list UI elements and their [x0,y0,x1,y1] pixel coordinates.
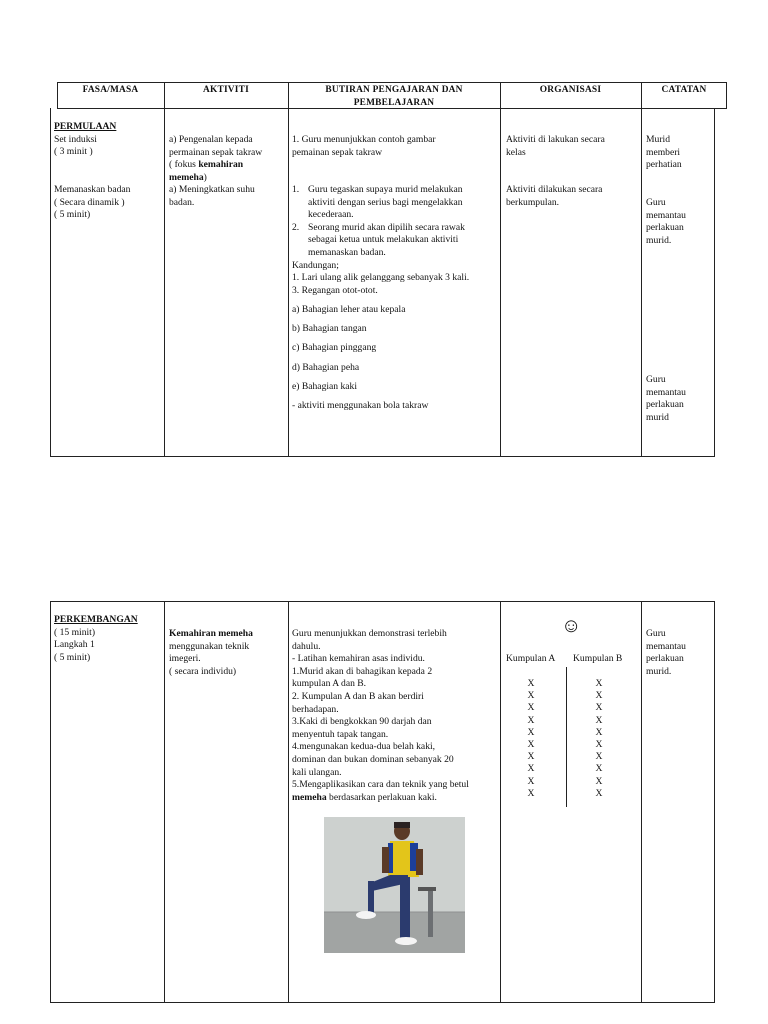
but-line: 4.mengunakan kedua-dua belah kaki, [292,741,436,753]
akt1-line1: a) Pengenalan kepada [169,134,253,145]
list-item [292,184,498,222]
player-marker: X [595,690,603,702]
catatan-line: murid [646,411,669,423]
aktiviti-suhu [169,184,287,209]
header-aktiviti: AKTIVITI [203,85,249,95]
player-marker: X [595,763,603,775]
list-line: kecederaan. [308,209,354,221]
kumpulan-b-column [592,678,606,800]
memanaskan-label: Memanaskan badan [54,184,131,195]
bahagian-item: e) Bahagian kaki [292,380,357,392]
langkah-time: ( 5 minit) [54,651,91,663]
perkembangan-time: ( 15 minit) [54,626,96,638]
aktiviti-pengenalan [169,134,287,184]
list-line: Seorang murid akan dipilih secara rawak [308,221,465,233]
but-line: dahulu. [292,640,321,652]
but-line: kali ulangan. [292,766,342,778]
list-number: 2. [292,221,300,233]
demonstration-photo [324,817,465,953]
header-butiran-line1: BUTIRAN PENGAJARAN DAN [325,85,463,95]
player-marker: X [527,751,535,763]
but-line: 5.Mengaplikasikan cara dan teknik yang betul [292,779,469,791]
catatan-memantau-2 [646,374,712,424]
kandungan-item: 3. Regangan otot-otot. [292,284,378,296]
catatan-line: perlakuan [646,399,684,411]
set-induksi-time: ( 3 minit ) [54,146,93,158]
kandungan-item: 1. Lari ulang alik gelanggang sebanyak 3 kali. [292,272,470,284]
memanaskan-time: ( 5 minit) [54,209,91,221]
akt-bold: Kemahiran memeha [169,628,253,639]
perkembangan-butiran [292,628,498,804]
player-marker: X [595,702,603,714]
butiran-contoh [292,134,498,159]
bahagian-item: a) Bahagian leher atau kepala [292,304,406,315]
but-line: dominan dan bukan dominan sebanyak 20 [292,753,454,765]
akt1-line4-bold: memeha [169,171,204,183]
org2-line2: berkumpulan. [506,196,560,208]
list-line: aktiviti dengan serius bagi mengelakkan [308,196,463,208]
catatan-line: memberi [646,146,681,158]
akt1-line2: permainan sepak takraw [169,146,263,158]
bahagian-item: d) Bahagian peha [292,361,360,373]
kandungan-label: Kandungan; [292,259,339,271]
org1-line1: Aktiviti di lakukan secara [506,134,605,145]
smiley-icon: ☺ [561,615,582,637]
perkembangan-aktiviti [169,628,287,678]
but-line: 3.Kaki di bengkokkan 90 darjah dan [292,716,432,728]
but-line: Guru menunjukkan demonstrasi terlebih [292,628,447,639]
catatan-line: memantau [646,640,686,652]
student-figure-image [324,817,465,953]
player-marker: X [527,690,535,702]
organisasi-kelas [506,134,640,159]
permulaan-fasa-cell [54,121,162,159]
catatan-line: perlakuan [646,222,684,234]
player-marker: X [595,678,603,689]
player-marker: X [527,787,535,799]
bahagian-item: b) Bahagian tangan [292,323,367,335]
memanaskan-cell [54,184,162,222]
but-line: berhadapan. [292,703,339,715]
kumpulan-b-label: Kumpulan B [573,653,623,664]
org2-line1: Aktiviti dilakukan secara [506,184,603,195]
player-marker: X [527,678,535,689]
akt1-line3-bold: kemahiran [198,159,244,171]
player-marker: X [527,714,535,726]
set-induksi-label: Set induksi [54,133,97,145]
org1-line2: kelas [506,146,526,158]
player-marker: X [595,738,603,750]
header-organisasi: ORGANISASI [539,85,602,95]
list-line: memanaskan badan. [308,246,386,258]
but1-line2: pemainan sepak takraw [292,146,383,158]
akt-line: ( secara individu) [169,665,237,677]
perkembangan-title: PERKEMBANGAN [54,614,138,625]
header-catatan: CATATAN [661,85,707,95]
catatan-line: Guru [646,374,666,385]
akt-line: menggunakan teknik [169,640,250,652]
group-divider [566,667,567,807]
player-marker: X [527,763,535,775]
list-item [292,222,498,260]
but1-line1: 1. Guru menunjukkan contoh gambar [292,134,436,145]
bahagian-item: c) Bahagian pinggang [292,342,377,354]
but-last-bold: memeha [292,791,327,803]
but-line: 1.Murid akan di bahagikan kepada 2 [292,665,433,677]
bahagian-item: - aktiviti menggunakan bola takraw [292,399,429,411]
butiran-list [292,184,498,297]
but-last-post: berdasarkan perlakuan kaki. [326,791,437,803]
player-marker: X [527,702,535,714]
header-butiran-line2: PEMBELAJARAN [353,97,435,108]
akt1-line4-post: ) [203,171,207,183]
player-marker: X [595,726,603,738]
header-fasa-masa: FASA/MASA [82,85,139,95]
but-line: menyentuh tapak tangan. [292,728,389,740]
catatan-line: murid. [646,234,672,246]
player-marker: X [527,775,535,787]
catatan-line: memantau [646,209,686,221]
akt1-line3-pre: ( fokus [169,159,199,171]
player-marker: X [595,751,603,763]
catatan-line: Murid [646,134,670,145]
akt2-line2: badan. [169,196,195,208]
but-line: kumpulan A dan B. [292,678,367,690]
player-marker: X [595,775,603,787]
but-line: - Latihan kemahiran asas individu. [292,653,425,665]
player-marker: X [595,787,603,799]
but-line: 2. Kumpulan A dan B akan berdiri [292,690,424,702]
list-line: Guru tegaskan supaya murid melakukan [308,184,463,195]
catatan-memantau [646,197,712,247]
catatan-line: perlakuan [646,653,684,665]
player-marker: X [527,726,535,738]
perkembangan-fasa-cell [54,614,162,664]
akt2-line1: a) Meningkatkan suhu [169,184,255,195]
player-marker: X [527,738,535,750]
memanaskan-mode: ( Secara dinamik ) [54,196,125,208]
catatan-line: Guru [646,628,666,639]
akt-line: imegeri. [169,653,201,665]
catatan-line: perhatian [646,159,682,171]
perkembangan-catatan [646,628,712,678]
catatan-line: murid. [646,665,672,677]
catatan-line: Guru [646,197,666,208]
catatan-line: memantau [646,386,686,398]
catatan-perhatian [646,134,712,172]
bahagian-list [292,304,498,419]
kumpulan-a-column [524,678,538,800]
list-number: 1. [292,184,300,195]
organisasi-kumpulan [506,184,640,209]
kumpulan-a-label: Kumpulan A [506,653,556,664]
list-line: sebagai ketua untuk melakukan aktiviti [308,234,459,246]
langkah-label: Langkah 1 [54,639,95,651]
player-marker: X [595,714,603,726]
permulaan-title: PERMULAAN [54,121,117,132]
header-butiran [288,84,500,109]
